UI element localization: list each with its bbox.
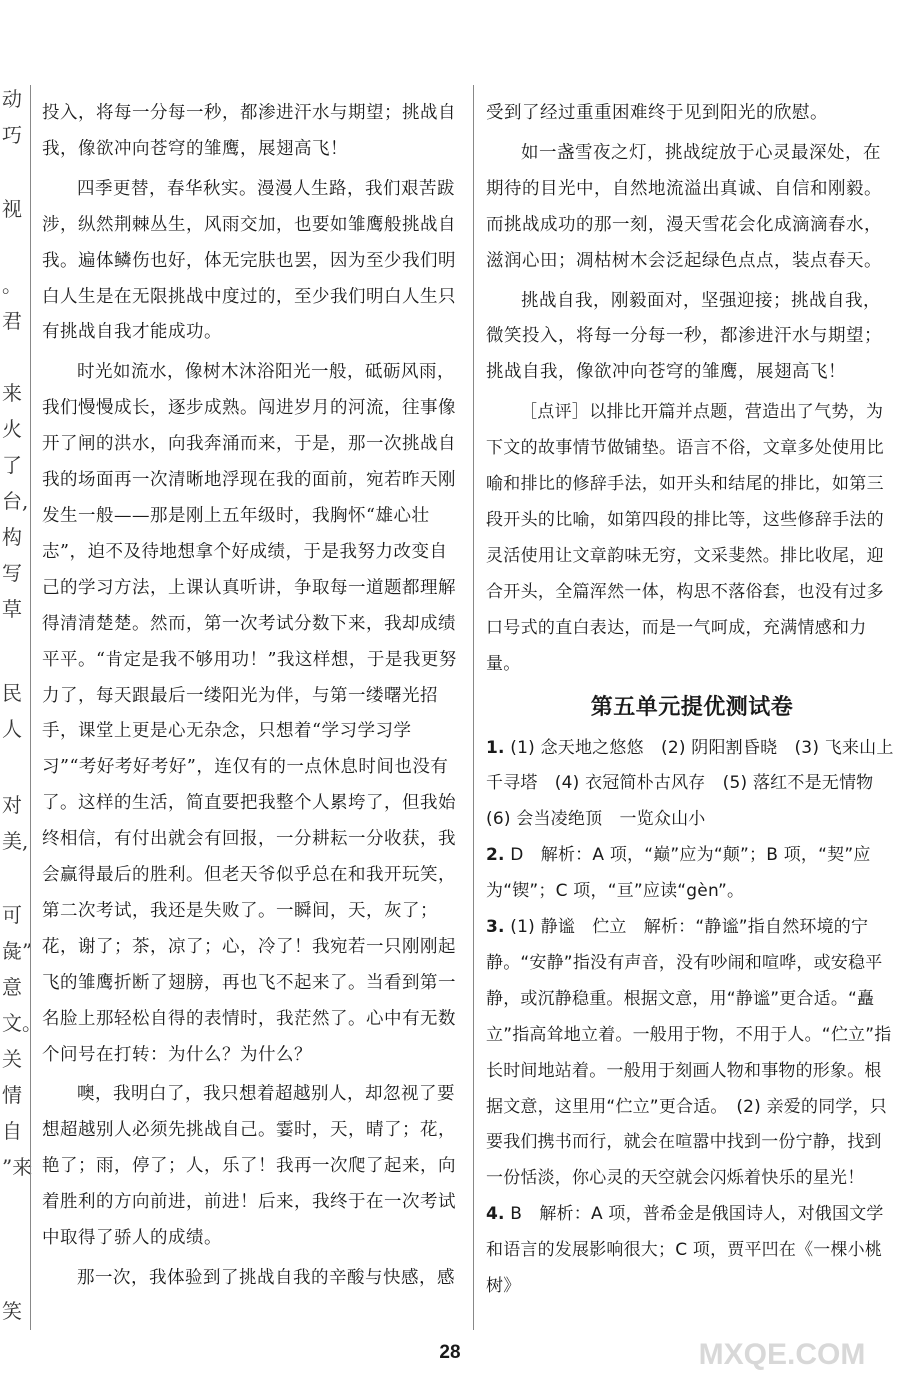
margin-fragment: 彘”	[2, 939, 33, 963]
margin-fragment: 视	[2, 197, 22, 221]
essay-paragraph: 四季更替，春华秋实。漫漫人生路，我们艰苦跋涉，纵然荆棘丛生，风雨交加，也要如雏鹰般挑战自我。遍体鳞伤也好，体无完肤也罢，因为至少我们明白人生是在无限挑战中度过的，至少我们明白人生只有挑战自我才能成功。	[42, 178, 456, 343]
essay-paragraph: 挑战自我，刚毅面对，坚强迎接；挑战自我，微笑投入，将每一分每一秒，都渗进汗水与期望；挑战自我，像欲冲向苍穹的雏鹰，展翅高飞！	[486, 290, 882, 383]
answer-item	[486, 1197, 898, 1305]
answer-item	[486, 731, 898, 839]
unit-test-title: 第五单元提优测试卷	[590, 694, 794, 720]
margin-fragment: 可	[2, 903, 22, 927]
margin-fragment: 君	[2, 309, 22, 333]
page-number: 28	[439, 1342, 461, 1363]
answer-text: (1) 静谧 伫立 解析：“静谧”指自然环境的宁静。“安静”指没有声音，没有吵闹和喧哗，或安稳平静，或沉静稳重。根据文意，用“静谧”更合适。“矗立”指高耸地立着。一般用于物，不用于人。“伫立”指长时间地站着。一般用于刻画人物和事物的形象。根据文意，这里用“伫立”更合适。 (2) 亲爱的同学，只要我们携书而行，就会在喧嚣中找到一份宁静，找到一份恬淡，你心灵的天空就会闪烁着快乐的星光！	[486, 917, 892, 1189]
margin-fragment: 关	[2, 1047, 22, 1071]
column-divider	[473, 85, 474, 1330]
margin-fragment: ”来	[2, 1155, 33, 1179]
question-number: 2.	[486, 845, 505, 866]
margin-fragment: 草	[2, 597, 22, 621]
margin-fragment: 民	[2, 681, 22, 705]
margin-fragment: 美,	[2, 829, 29, 853]
margin-fragment: 人	[2, 717, 22, 741]
margin-fragment: 意	[2, 975, 22, 999]
margin-fragment: 对	[2, 793, 22, 817]
left-margin-rule	[30, 85, 31, 1330]
question-number: 3.	[486, 917, 505, 938]
commentary-text: 以排比开篇并点题，营造出了气势，为下文的故事情节做铺垫。语言不俗，文章多处使用比喻和排比的修辞手法，如开头和结尾的排比，如第三段开头的比喻，如第四段的排比等，这些修辞手法的灵活使用让文章韵味无穷，文采斐然。排比收尾，迎合开头，全篇浑然一体，构思不落俗套，也没有过多口号式的直白表达，而是一气呵成，充满情感和力量。	[486, 402, 884, 674]
answer-item	[486, 838, 898, 910]
margin-fragment: 巧	[2, 123, 22, 147]
margin-fragment: 来	[2, 381, 22, 405]
question-number: 1.	[486, 737, 505, 758]
essay-paragraph: 如一盏雪夜之灯，挑战绽放于心灵最深处，在期待的目光中，自然地流溢出真诚、自信和刚毅。而挑战成功的那一刻，漫天雪花会化成滴滴春水，滋润心田；凋枯树木会泛起绿色点点，装点春天。	[486, 142, 882, 271]
essay-paragraph: 受到了经过重重困难终于见到阳光的欣慰。	[486, 103, 828, 123]
margin-fragment: 写	[2, 561, 22, 585]
left-column	[42, 96, 462, 1297]
left-margin-fragments	[0, 87, 42, 1388]
commentary	[486, 395, 898, 682]
answer-text: D 解析：A 项，“巅”应为“颠”；B 项，“契”应为“锲”；C 项，“亘”应读“gèn”。	[486, 845, 871, 902]
margin-fragment: 情	[2, 1083, 22, 1107]
margin-fragment: 火	[2, 417, 22, 441]
answer-text: (1) 念天地之悠悠 (2) 阴阳割昏晓 (3) 飞来山上千寻塔 (4) 衣冠简朴古风存 (5) 落红不是无情物 (6) 会当凌绝顶 一览众山小	[486, 737, 894, 830]
margin-fragment: 台,	[2, 489, 29, 513]
answer-text: B 解析：A 项，普希金是俄国诗人，对俄国文学和语言的发展影响很大；C 项，贾平凹在《一棵小桃树》	[486, 1204, 884, 1297]
margin-fragment: 动	[2, 87, 22, 111]
question-number: 4.	[486, 1204, 505, 1225]
essay-paragraph: 那一次，我体验到了挑战自我的辛酸与快感，感	[77, 1268, 455, 1288]
essay-paragraph: 投入，将每一分每一秒，都渗进汗水与期望；挑战自我，像欲冲向苍穹的雏鹰，展翅高飞！	[42, 103, 456, 159]
essay-paragraph: 噢，我明白了，我只想着超越别人，却忽视了要想超越别人必须先挑战自己。霎时，天，晴了；花，艳了；雨，停了；人，乐了！我再一次爬了起来，向着胜利的方向前进，前进！后来，我终于在一次考试中取得了骄人的成绩。	[42, 1084, 456, 1249]
watermark-logo	[682, 1298, 882, 1378]
margin-fragment: 自	[2, 1119, 22, 1143]
answer-item	[486, 910, 898, 1197]
watermark-text: MXQE.COM	[698, 1338, 866, 1371]
margin-fragment: 了	[2, 453, 22, 477]
margin-fragment: 构	[2, 525, 22, 549]
right-column	[486, 96, 898, 1305]
margin-fragment: 。	[2, 273, 22, 297]
essay-paragraph: 时光如流水，像树木沐浴阳光一般，砥砺风雨，我们慢慢成长，逐步成熟。闯进岁月的河流，往事像开了闸的洪水，向我奔涌而来，于是，那一次挑战自我的场面再一次清晰地浮现在我的面前，宛若昨天刚发生一般——那是刚上五年级时，我胸怀“雄心壮志”，迫不及待地想拿个好成绩，于是我努力改变自己的学习方法，上课认真听讲，争取每一道题都理解得清清楚楚。然而，第一次考试分数下来，我却成绩平平。“肯定是我不够用功！”我这样想，于是我更努力了，每天跟最后一缕阳光为伴，与第一缕曙光招手，课堂上更是心无杂念，只想着“学习学习学习”“考好考好考好”，连仅有的一点休息时间也没有了。这样的生活，简直要把我整个人累垮了，但我始终相信，有付出就会有回报，一分耕耘一分收获，我会赢得最后的胜利。但老天爷似乎总在和我开玩笑，第二次考试，我还是失败了。一瞬间，天，灰了；花，谢了；茶，凉了；心，冷了！我宛若一只刚刚起飞的雏鹰折断了翅膀，再也飞不起来了。当看到第一名脸上那轻松自得的表情时，我茫然了。心中有无数个问号在打转：为什么？为什么？	[42, 362, 457, 1065]
margin-fragment: 笑	[2, 1299, 22, 1323]
margin-fragment: 文。	[2, 1011, 42, 1035]
commentary-label: ［点评］	[520, 402, 590, 423]
